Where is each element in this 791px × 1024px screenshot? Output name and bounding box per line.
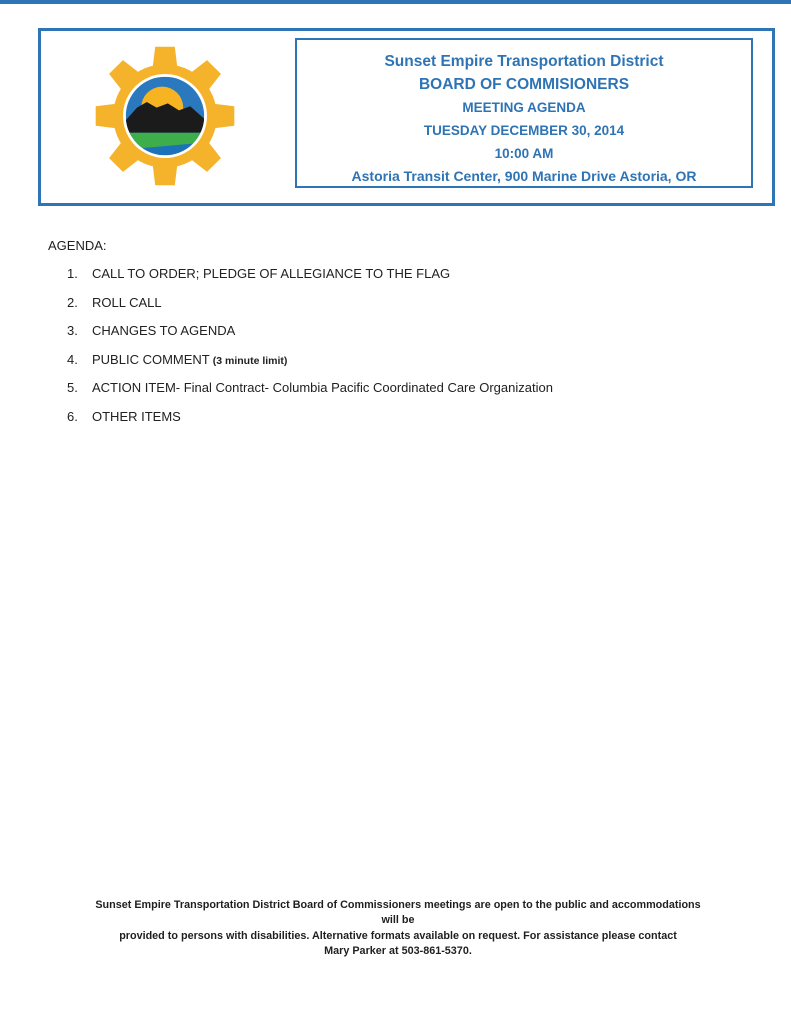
document-type: MEETING AGENDA <box>462 100 586 115</box>
org-name: Sunset Empire Transportation District <box>384 53 664 70</box>
agenda-item-number: 2. <box>67 294 78 310</box>
agenda-item-number: 4. <box>67 351 78 367</box>
agenda-heading: AGENDA: <box>48 238 107 253</box>
agenda-item-number: 6. <box>67 408 78 424</box>
agenda-item-number: 5. <box>67 380 78 396</box>
agenda-section <box>48 237 708 437</box>
header-container <box>38 28 775 206</box>
top-border-line <box>0 0 791 4</box>
agenda-item-text: PUBLIC COMMENT <box>92 351 210 367</box>
district-logo <box>95 46 235 186</box>
agenda-item-3 <box>48 322 708 341</box>
agenda-item-number: 3. <box>67 323 78 339</box>
agenda-item-text: CHANGES TO AGENDA <box>92 323 236 339</box>
agenda-item-4 <box>48 351 708 370</box>
footer-line-1: Sunset Empire Transportation District Board of Commissioners meetings are open to the public and accommodations will be <box>95 899 701 927</box>
board-name: BOARD OF COMMISIONERS <box>418 76 630 93</box>
footer-line-2: provided to persons with disabilities. Alternative formats available on request. For assistance please contact <box>119 929 677 942</box>
agenda-item-5 <box>48 379 708 398</box>
agenda-item-text: ACTION ITEM- Final Contract- Columbia Pacific Coordinated Care Organization <box>92 380 553 396</box>
gear-landscape-icon <box>95 46 235 186</box>
agenda-item-1 <box>48 265 708 284</box>
meeting-location: Astoria Transit Center, 900 Marine Drive Astoria, OR <box>351 168 697 184</box>
agenda-item-2 <box>48 294 708 313</box>
agenda-item-note: (3 minute limit) <box>212 354 288 367</box>
agenda-item-text: ROLL CALL <box>92 294 162 310</box>
agenda-item-text: OTHER ITEMS <box>92 408 181 424</box>
agenda-item-text: CALL TO ORDER; PLEDGE OF ALLEGIANCE TO THE FLAG <box>92 266 451 281</box>
footer-notice <box>88 898 708 960</box>
meeting-time: 10:00 AM <box>494 146 554 161</box>
meeting-date: TUESDAY DECEMBER 30, 2014 <box>423 123 625 138</box>
header-title-box <box>295 38 753 188</box>
agenda-item-number: 1. <box>67 266 78 281</box>
agenda-item-6 <box>48 408 708 427</box>
footer-line-3: Mary Parker at 503-861-5370. <box>324 945 472 958</box>
